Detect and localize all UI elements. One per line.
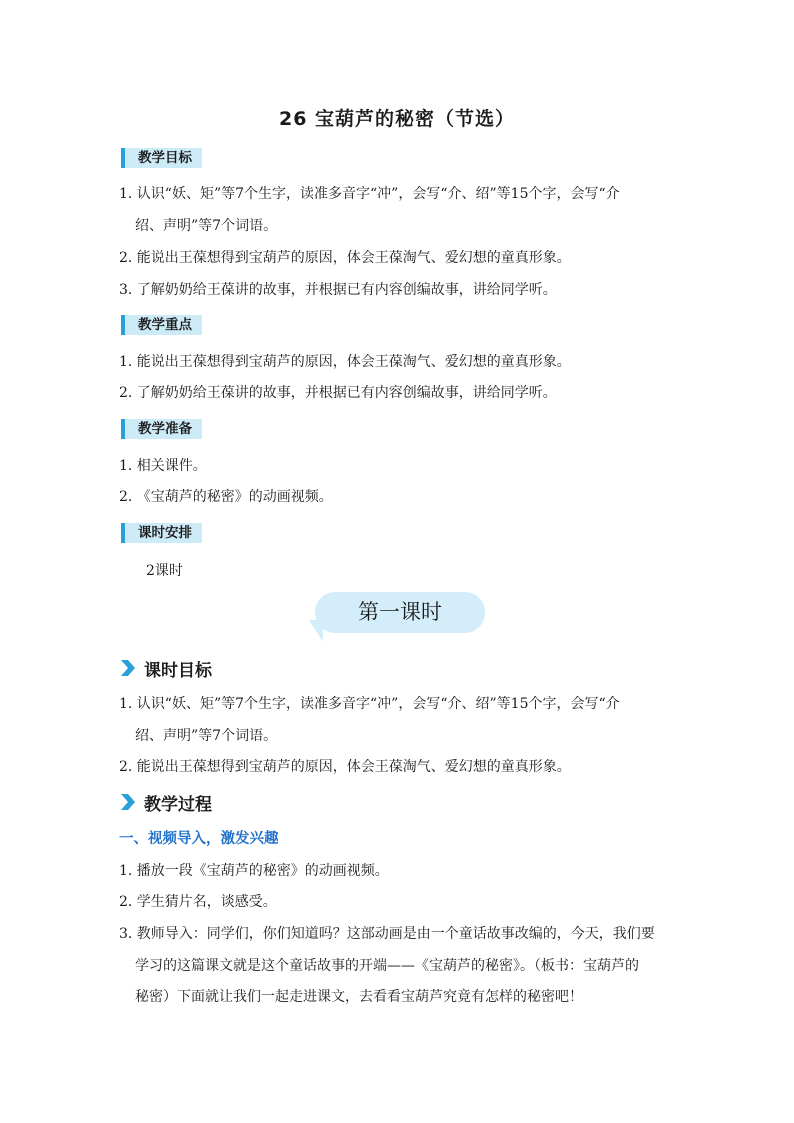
chevron-right-icon	[121, 794, 135, 810]
section-tag-schedule: 课时安排	[121, 523, 202, 543]
focus-line-1: 1. 能说出王葆想得到宝葫芦的原因，体会王葆淘气、爱幻想的童真形象。	[119, 354, 571, 370]
prep-line-1: 1. 相关课件。	[119, 458, 207, 474]
goal-line-1-cont: 绍、声明”等7个词语。	[135, 218, 278, 234]
chevron-right-icon	[121, 660, 135, 676]
process-line-2: 2. 学生猜片名，谈感受。	[119, 894, 277, 910]
process-line-3-cont-2: 秘密）下面就让我们一起走进课文，去看看宝葫芦究竟有怎样的秘密吧！	[135, 989, 583, 1005]
process-line-3: 3. 教师导入：同学们，你们知道吗？这部动画是由一个童话故事改编的，今天，我们要	[119, 926, 655, 942]
lesson-goal-line-1-cont: 绍、声明”等7个词语。	[135, 728, 278, 744]
goal-line-1: 1. 认识“妖、矩”等7个生字，读准多音字“冲”，会写“介、绍”等15个字，会写“介	[119, 186, 620, 202]
process-line-3-cont-1: 学习的这篇课文就是这个童话故事的开端——《宝葫芦的秘密》。（板书：宝葫芦的	[135, 958, 639, 974]
lesson-goal-line-2: 2. 能说出王葆想得到宝葫芦的原因，体会王葆淘气、爱幻想的童真形象。	[119, 759, 571, 775]
section-tag-focus: 教学重点	[121, 315, 202, 335]
lesson-goals-heading-text: 课时目标	[144, 660, 212, 681]
prep-line-2: 2. 《宝葫芦的秘密》的动画视频。	[119, 489, 333, 505]
process-line-1: 1. 播放一段《宝葫芦的秘密》的动画视频。	[119, 863, 389, 879]
page-title: 26 宝葫芦的秘密（节选）	[278, 108, 516, 130]
goal-line-2: 2. 能说出王葆想得到宝葫芦的原因，体会王葆淘气、爱幻想的童真形象。	[119, 250, 571, 266]
section-tag-goals: 教学目标	[121, 148, 202, 168]
section-tag-prep: 教学准备	[121, 419, 202, 439]
goal-line-3: 3. 了解奶奶给王葆讲的故事，并根据已有内容创编故事，讲给同学听。	[119, 282, 557, 298]
process-subheading: 一、视频导入，激发兴趣	[119, 831, 279, 847]
schedule-value: 2课时	[146, 563, 183, 579]
lesson-banner: 第一课时	[315, 592, 485, 633]
process-heading	[121, 790, 212, 814]
focus-line-2: 2. 了解奶奶给王葆讲的故事，并根据已有内容创编故事，讲给同学听。	[119, 385, 557, 401]
lesson-goals-heading	[121, 656, 212, 680]
process-heading-text: 教学过程	[144, 794, 212, 815]
lesson-goal-line-1: 1. 认识“妖、矩”等7个生字，读准多音字“冲”，会写“介、绍”等15个字，会写“介	[119, 696, 620, 712]
